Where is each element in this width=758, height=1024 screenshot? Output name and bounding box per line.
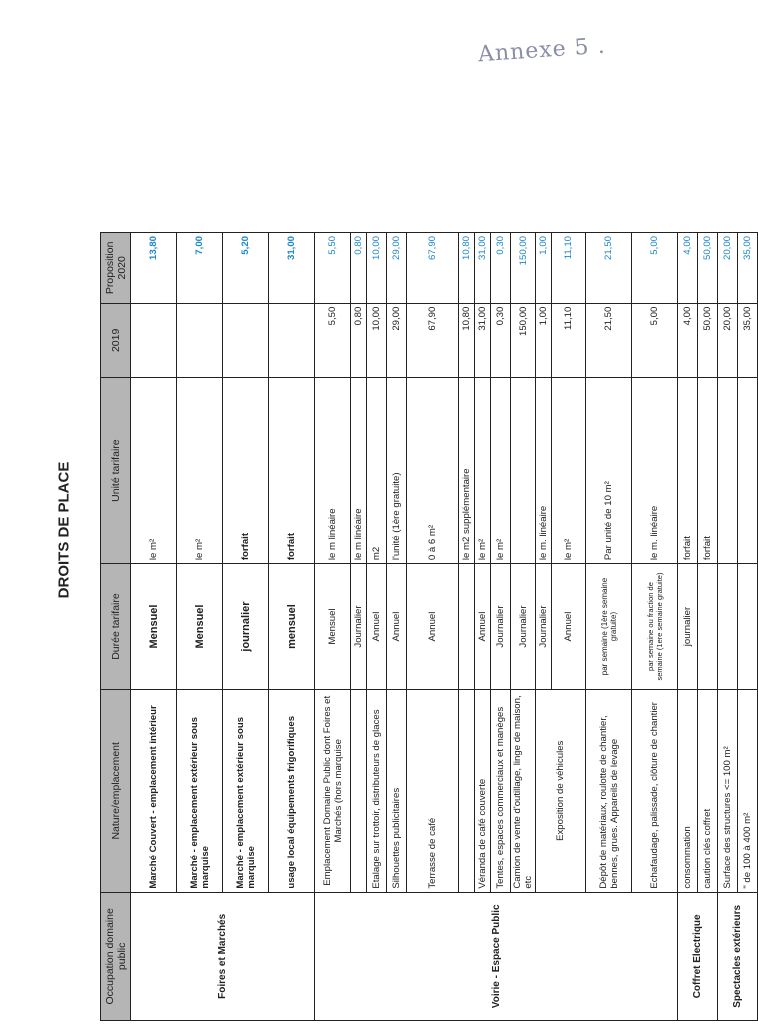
cell-2019: 20,00 [718,303,738,377]
cell-unite: forfait [698,378,718,564]
cell-nature: Terrasse de café [407,689,459,892]
category-voirie: Voirie - Espace Public [315,892,678,1020]
cell-proposition: 150,00 [511,233,536,304]
cell-nature: consommation [678,689,698,892]
cell-nature: Emplacement Domaine Public dont Foires et Marchés (hors marquise [315,689,351,892]
cell-2019 [223,303,269,377]
table-row [131,233,177,1021]
cell-duree [718,564,738,690]
cell-2019: 35,00 [738,303,758,377]
header-unite: Unité tarifaire [101,378,131,564]
cell-duree [698,564,718,690]
cell-proposition: 1,00 [536,233,552,304]
cell-proposition: 31,00 [475,233,491,304]
cell-unite: le m² [491,378,511,564]
cell-unite: le m. linéaire [632,378,678,564]
cell-duree: Annuel [552,564,586,690]
cell-nature: " de 100 à 400 m² [738,689,758,892]
cell-duree: Journalier [491,564,511,690]
table-row [315,233,351,1021]
cell-duree: journalier [678,564,698,690]
cell-nature: Tentes, espaces commerciaux et manèges [491,689,511,892]
cell-proposition: 5,20 [223,233,269,304]
cell-unite: m2 [367,378,387,564]
cell-nature: Echafaudage, palissade, clôture de chantier [632,689,678,892]
cell-duree: Mensuel [177,564,223,690]
cell-unite [511,378,536,564]
cell-2019: 50,00 [698,303,718,377]
cell-2019: 31,00 [475,303,491,377]
cell-nature [459,689,475,892]
cell-duree: journalier [223,564,269,690]
cell-nature: Camion de vente d'outillage, linge de maison, etc [511,689,536,892]
tariff-table [100,232,758,1021]
cell-proposition: 35,00 [738,233,758,304]
cell-unite [718,378,738,564]
cell-proposition: 0,30 [491,233,511,304]
cell-2019: 0,80 [351,303,367,377]
cell-2019: 4,00 [678,303,698,377]
cell-2019: 150,00 [511,303,536,377]
cell-proposition: 50,00 [698,233,718,304]
cell-duree: par semaine (1ère semaine gratuite) [586,564,632,690]
cell-nature: Etalage sur trottoir, distributeurs de glaces [367,689,387,892]
cell-nature: Silhouettes publicitaires [387,689,407,892]
cell-nature: Dépôt de matériaux, roulotte de chantier, bennes, grues. Appareils de levage [586,689,632,892]
header-row [101,233,131,1021]
cell-unite: le m linéaire [351,378,367,564]
title-wrap [34,410,94,650]
cell-2019: 5,50 [315,303,351,377]
cell-2019 [177,303,223,377]
cell-2019: 10,00 [367,303,387,377]
table-stage [100,232,753,1021]
cell-2019: 67,90 [407,303,459,377]
cell-2019: 1,00 [536,303,552,377]
cell-unite: le m² [131,378,177,564]
cell-proposition: 20,00 [718,233,738,304]
cell-nature: Surface des structures <= 100 m² [718,689,738,892]
cell-proposition: 7,00 [177,233,223,304]
cell-2019: 11,10 [552,303,586,377]
header-2019: 2019 [101,303,131,377]
category-foires: Foires et Marchés [131,892,315,1020]
cell-duree: Mensuel [315,564,351,690]
cell-unite: le m² [552,378,586,564]
cell-proposition: 4,00 [678,233,698,304]
cell-2019: 29,00 [387,303,407,377]
cell-2019: 0,30 [491,303,511,377]
cell-proposition: 5,00 [632,233,678,304]
cell-duree: par semaine ou fraction de semaine (1ere semaine gratuite) [632,564,678,690]
cell-unite: le m² [177,378,223,564]
cell-duree: Mensuel [131,564,177,690]
cell-2019: 5,00 [632,303,678,377]
cell-duree [459,564,475,690]
cell-duree: Annuel [367,564,387,690]
cell-proposition: 29,00 [387,233,407,304]
header-proposition: Proposition 2020 [101,233,131,304]
cell-duree: Annuel [407,564,459,690]
cell-proposition: 10,80 [459,233,475,304]
page-title: DROITS DE PLACE [55,461,73,599]
cell-duree: Journalier [351,564,367,690]
handwritten-annotation: Annexe 5 . [477,33,607,68]
cell-nature: Marché - emplacement extérieur sous marquise [223,689,269,892]
cell-unite: Par unité de 10 m² [586,378,632,564]
cell-proposition: 21,50 [586,233,632,304]
cell-unite: l'unité (1ère gratuite) [387,378,407,564]
cell-2019: 21,50 [586,303,632,377]
cell-nature: Marché Couvert - emplacement intérieur [131,689,177,892]
cell-proposition: 5,50 [315,233,351,304]
cell-proposition: 67,90 [407,233,459,304]
cell-unite: forfait [223,378,269,564]
cell-unite: le m linéaire [315,378,351,564]
cell-duree: Annuel [387,564,407,690]
cell-proposition: 11,10 [552,233,586,304]
header-occupation: Occupation domaine public [101,892,131,1020]
cell-nature [351,689,367,892]
cell-unite: 0 à 6 m² [407,378,459,564]
category-spectacles: Spectacles extérieurs [718,892,758,1020]
cell-nature: Exposition de véhicules [536,689,586,892]
cell-unite: le m2 supplémentaire [459,378,475,564]
cell-2019 [131,303,177,377]
category-coffret: Coffret Electrique [678,892,718,1020]
cell-2019: 10,80 [459,303,475,377]
cell-unite: le m. linéaire [536,378,552,564]
rotated-table-wrap [100,232,753,1021]
cell-nature: usage local équipements frigorifiques [269,689,315,892]
cell-duree: Annuel [475,564,491,690]
cell-proposition: 10,00 [367,233,387,304]
cell-proposition: 31,00 [269,233,315,304]
cell-unite [738,378,758,564]
cell-unite: forfait [269,378,315,564]
cell-duree: Journalier [536,564,552,690]
cell-unite: forfait [678,378,698,564]
cell-nature: Véranda de café couverte [475,689,491,892]
cell-nature: caution clés coffret [698,689,718,892]
table-row [718,233,738,1021]
header-nature: Nature/emplacement [101,689,131,892]
cell-nature: Marché - emplacement extérieur sous marquise [177,689,223,892]
cell-2019 [269,303,315,377]
header-duree: Durée tarifaire [101,564,131,690]
cell-duree: mensuel [269,564,315,690]
table-row [678,233,698,1021]
cell-duree: Journalier [511,564,536,690]
cell-duree [738,564,758,690]
cell-proposition: 0,80 [351,233,367,304]
cell-proposition: 13,80 [131,233,177,304]
cell-unite: le m² [475,378,491,564]
